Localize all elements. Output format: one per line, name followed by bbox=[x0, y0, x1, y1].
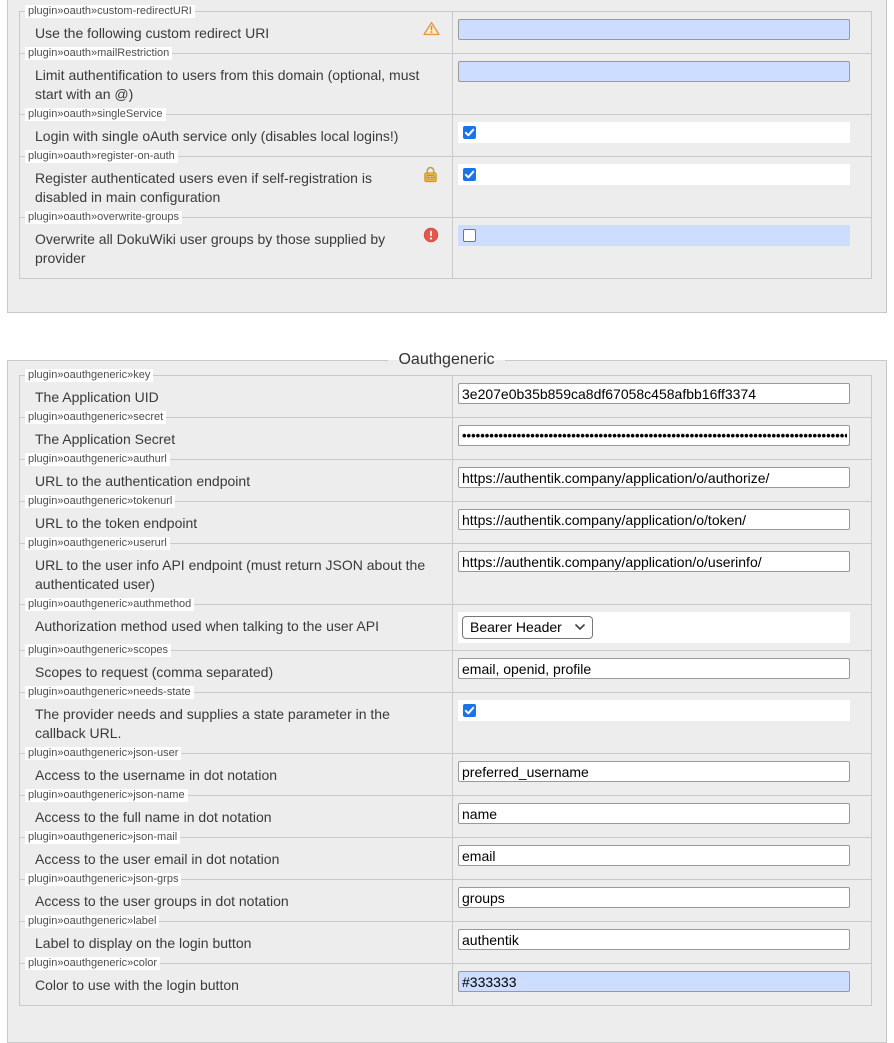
setting-value-cell bbox=[453, 376, 872, 418]
setting-value-cell bbox=[453, 754, 872, 796]
setting-key: plugin»oauthgeneric»json-user bbox=[25, 747, 181, 760]
authmethod-select[interactable] bbox=[462, 616, 593, 639]
setting-value-cell bbox=[453, 880, 872, 922]
oauthgeneric-settings-rows bbox=[20, 369, 872, 1006]
setting-value-cell bbox=[453, 651, 872, 693]
needs-state-checkbox-strip[interactable] bbox=[458, 700, 850, 721]
setting-value-cell bbox=[453, 460, 872, 502]
singleService-checkbox-strip[interactable] bbox=[458, 122, 850, 143]
setting-label: Login with single oAuth service only (disables local logins!) bbox=[35, 128, 399, 144]
setting-key: plugin»oauthgeneric»needs-state bbox=[25, 686, 194, 699]
mailRestriction-input[interactable] bbox=[458, 61, 850, 82]
setting-label-cell bbox=[20, 537, 453, 605]
setting-label: Register authenticated users even if self-registration is disabled in main configuration bbox=[35, 170, 372, 205]
setting-label: The provider needs and supplies a state parameter in the callback URL. bbox=[35, 706, 390, 741]
setting-key: plugin»oauthgeneric»authmethod bbox=[25, 598, 194, 611]
setting-value-cell bbox=[453, 218, 872, 279]
overwrite-groups-checkbox[interactable] bbox=[463, 229, 476, 242]
setting-label: Label to display on the login button bbox=[35, 935, 252, 951]
setting-label-cell bbox=[20, 47, 453, 115]
setting-label: Limit authentification to users from this domain (optional, must start with an @) bbox=[35, 67, 420, 102]
json-grps-input[interactable] bbox=[458, 887, 850, 908]
config-row-needs-state bbox=[20, 693, 872, 754]
setting-label: The Application UID bbox=[35, 389, 159, 405]
setting-value-cell bbox=[453, 964, 872, 1006]
setting-label: Use the following custom redirect URI bbox=[35, 25, 270, 41]
setting-value-cell bbox=[453, 115, 872, 157]
setting-key: plugin»oauthgeneric»json-mail bbox=[25, 831, 180, 844]
config-row-color bbox=[20, 964, 872, 1006]
setting-value-cell bbox=[453, 922, 872, 964]
warning-icon bbox=[423, 21, 440, 38]
setting-key: plugin»oauthgeneric»authurl bbox=[25, 453, 170, 466]
setting-label: Access to the username in dot notation bbox=[35, 767, 278, 783]
setting-key: plugin»oauth»register-on-auth bbox=[25, 150, 178, 163]
setting-label-cell bbox=[20, 211, 453, 279]
json-name-input[interactable] bbox=[458, 803, 850, 824]
scopes-input[interactable] bbox=[458, 658, 850, 679]
setting-label: The Application Secret bbox=[35, 431, 176, 447]
setting-label: Overwrite all DokuWiki user groups by those supplied by provider bbox=[35, 231, 386, 266]
setting-key: plugin»oauthgeneric»scopes bbox=[25, 644, 171, 657]
setting-key: plugin»oauthgeneric»json-name bbox=[25, 789, 188, 802]
setting-value-cell bbox=[453, 54, 872, 115]
tokenurl-input[interactable] bbox=[458, 509, 850, 530]
setting-label: Color to use with the login button bbox=[35, 977, 239, 993]
authurl-input[interactable] bbox=[458, 467, 850, 488]
overwrite-groups-checkbox-strip[interactable] bbox=[458, 225, 850, 246]
setting-label: Authorization method used when talking to the user API bbox=[35, 618, 379, 634]
setting-value-cell bbox=[453, 838, 872, 880]
oauth-settings-table bbox=[19, 5, 872, 279]
setting-value-cell bbox=[453, 605, 872, 651]
setting-label: Scopes to request (comma separated) bbox=[35, 664, 274, 680]
config-row-userurl bbox=[20, 544, 872, 605]
oauth-settings-rows bbox=[20, 5, 872, 279]
setting-key: plugin»oauth»overwrite-groups bbox=[25, 211, 182, 224]
setting-label-cell bbox=[20, 686, 453, 754]
section-legend: Oauthgeneric bbox=[398, 351, 495, 368]
authmethod-select-value: Bearer Header bbox=[470, 619, 562, 635]
singleService-checkbox[interactable] bbox=[463, 126, 476, 139]
key-input[interactable] bbox=[458, 383, 850, 404]
setting-label: URL to the token endpoint bbox=[35, 515, 198, 531]
setting-value-cell bbox=[453, 157, 872, 218]
setting-label: Access to the full name in dot notation bbox=[35, 809, 272, 825]
oauthgeneric-settings-table bbox=[19, 369, 872, 1006]
setting-key: plugin»oauthgeneric»key bbox=[25, 369, 153, 382]
config-row-mailRestriction bbox=[20, 54, 872, 115]
setting-value-cell bbox=[453, 12, 872, 54]
section-oauth bbox=[7, 0, 887, 313]
label-input[interactable] bbox=[458, 929, 850, 950]
setting-key: plugin»oauth»custom-redirectURI bbox=[25, 5, 195, 18]
setting-key: plugin»oauthgeneric»label bbox=[25, 915, 159, 928]
setting-key: plugin»oauthgeneric»tokenurl bbox=[25, 495, 175, 508]
setting-value-cell bbox=[453, 502, 872, 544]
color-input[interactable] bbox=[458, 971, 850, 992]
setting-label: URL to the authentication endpoint bbox=[35, 473, 251, 489]
checkmark-icon bbox=[464, 127, 475, 138]
secret-input[interactable] bbox=[458, 425, 850, 446]
setting-key: plugin»oauthgeneric»json-grps bbox=[25, 873, 181, 886]
section-oauthgeneric bbox=[7, 351, 887, 1043]
custom-redirectURI-input[interactable] bbox=[458, 19, 850, 40]
setting-value-cell bbox=[453, 693, 872, 754]
setting-value-cell bbox=[453, 796, 872, 838]
setting-label: Access to the user groups in dot notation bbox=[35, 893, 289, 909]
setting-key: plugin»oauth»singleService bbox=[25, 108, 166, 121]
userurl-input[interactable] bbox=[458, 551, 850, 572]
chevron-down-icon bbox=[575, 624, 585, 630]
register-on-auth-checkbox-strip[interactable] bbox=[458, 164, 850, 185]
error-icon bbox=[423, 227, 440, 244]
setting-key: plugin»oauthgeneric»secret bbox=[25, 411, 166, 424]
checkmark-icon bbox=[464, 705, 475, 716]
config-row-register-on-auth bbox=[20, 157, 872, 218]
setting-label-cell bbox=[20, 957, 453, 1006]
setting-key: plugin»oauth»mailRestriction bbox=[25, 47, 172, 60]
config-row-overwrite-groups bbox=[20, 218, 872, 279]
authmethod-select-strip bbox=[458, 612, 850, 643]
json-mail-input[interactable] bbox=[458, 845, 850, 866]
json-user-input[interactable] bbox=[458, 761, 850, 782]
setting-label: Access to the user email in dot notation bbox=[35, 851, 280, 867]
needs-state-checkbox[interactable] bbox=[463, 704, 476, 717]
setting-label: URL to the user info API endpoint (must return JSON about the authenticated user) bbox=[35, 557, 426, 592]
setting-label-cell bbox=[20, 150, 453, 218]
setting-value-cell bbox=[453, 418, 872, 460]
setting-value-cell bbox=[453, 544, 872, 605]
setting-key: plugin»oauthgeneric»color bbox=[25, 957, 160, 970]
register-on-auth-checkbox[interactable] bbox=[463, 168, 476, 181]
setting-key: plugin»oauthgeneric»userurl bbox=[25, 537, 170, 550]
checkmark-icon bbox=[464, 169, 475, 180]
lock-icon bbox=[423, 166, 440, 183]
